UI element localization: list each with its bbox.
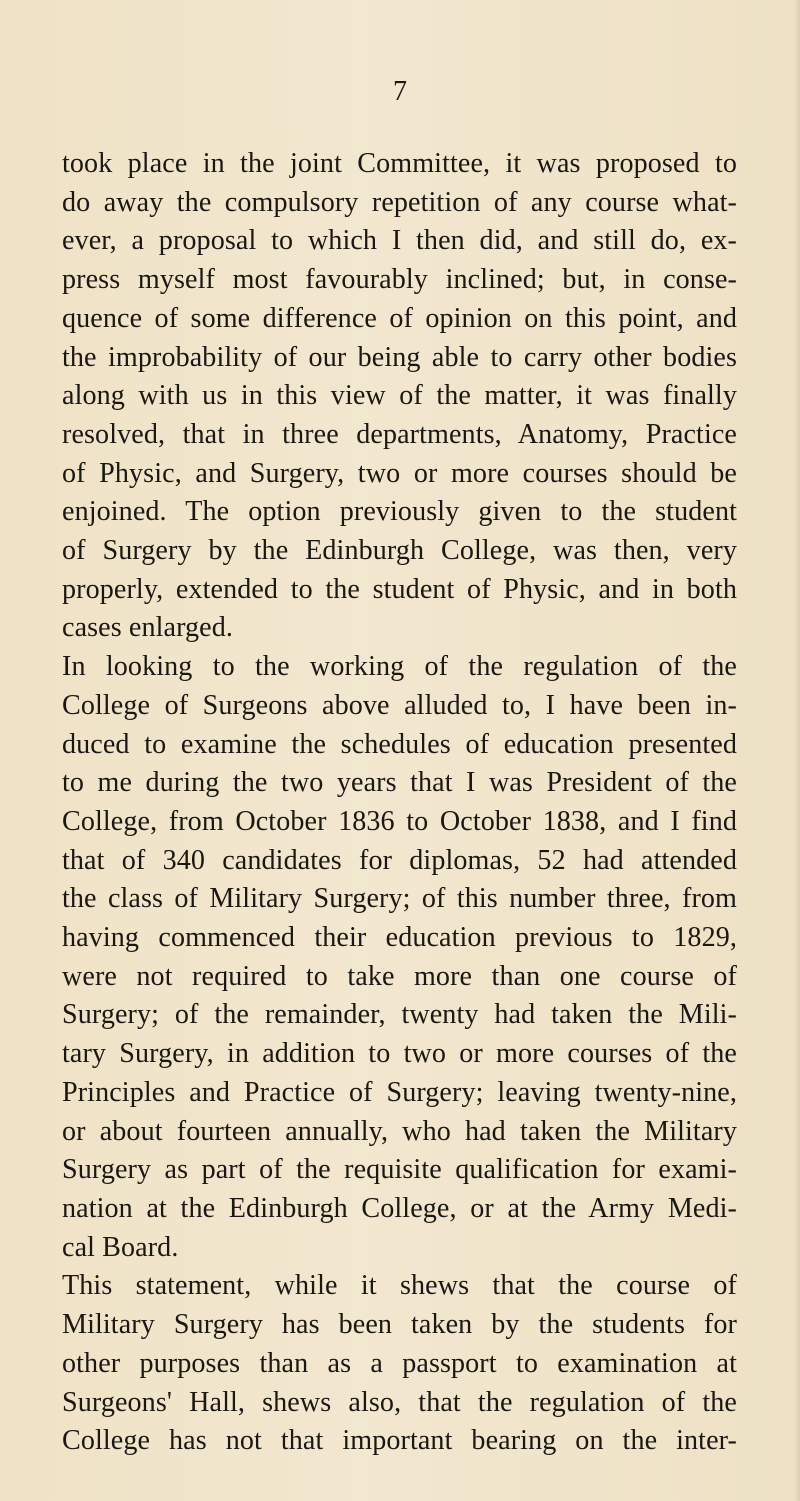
scan-edge-shadow <box>794 0 800 1501</box>
text-line: ever, a proposal to which I then did, and still do, ex- <box>62 225 737 257</box>
text-line: resolved, that in three departments, Anatomy, Practice <box>62 418 737 450</box>
text-line: of Surgery by the Edinburgh College, was then, very <box>62 535 737 567</box>
text-line: College, from October 1836 to October 1838, and I find <box>62 805 737 837</box>
paragraph-start-line: This statement, while it shews that the course of <box>62 1270 737 1302</box>
body-text <box>62 145 737 1461</box>
text-line: or about fourteen annually, who had taken the Military <box>62 1115 737 1147</box>
text-line: College of Surgeons above alluded to, I have been in- <box>62 689 737 721</box>
text-line: having commenced their education previous to 1829, <box>62 922 737 954</box>
text-line: were not required to take more than one course of <box>62 960 737 992</box>
text-line: Surgery; of the remainder, twenty had taken the Mili- <box>62 999 737 1031</box>
text-line: duced to examine the schedules of education presented <box>62 728 737 760</box>
text-line: press myself most favourably inclined; but, in conse- <box>62 264 737 296</box>
text-line: that of 340 candidates for diplomas, 52 had attended <box>62 844 737 876</box>
text-line: Surgery as part of the requisite qualification for exami- <box>62 1154 737 1186</box>
text-line: quence of some difference of opinion on this point, and <box>62 302 737 334</box>
text-line: along with us in this view of the matter, it was finally <box>62 380 737 412</box>
text-line: of Physic, and Surgery, two or more courses should be <box>62 457 737 489</box>
text-line: College has not that important bearing on the inter- <box>62 1425 737 1457</box>
text-line: Principles and Practice of Surgery; leaving twenty-nine, <box>62 1076 737 1108</box>
text-line: tary Surgery, in addition to two or more courses of the <box>62 1038 737 1070</box>
text-line: other purposes than as a passport to examination at <box>62 1347 737 1379</box>
paragraph-end-line: cases enlarged. <box>62 612 234 644</box>
text-line: took place in the joint Committee, it was proposed to <box>62 148 737 179</box>
paragraph-start-line: In looking to the working of the regulation of the <box>62 651 737 683</box>
text-line: do away the compulsory repetition of any course what- <box>62 186 737 218</box>
text-line: properly, extended to the student of Physic, and in both <box>62 573 737 605</box>
text-line: Military Surgery has been taken by the students for <box>62 1309 737 1341</box>
text-line: the improbability of our being able to carry other bodies <box>62 341 737 373</box>
text-line: to me during the two years that I was President of the <box>62 767 737 799</box>
text-line: Surgeons' Hall, shews also, that the regulation of the <box>62 1386 737 1418</box>
text-line: nation at the Edinburgh College, or at the Army Medi- <box>62 1192 737 1224</box>
text-line: enjoined. The option previously given to the student <box>62 496 737 528</box>
paragraph-end-line: cal Board. <box>62 1231 179 1263</box>
page-number: 7 <box>393 76 407 107</box>
text-line: the class of Military Surgery; of this number three, from <box>62 883 737 915</box>
